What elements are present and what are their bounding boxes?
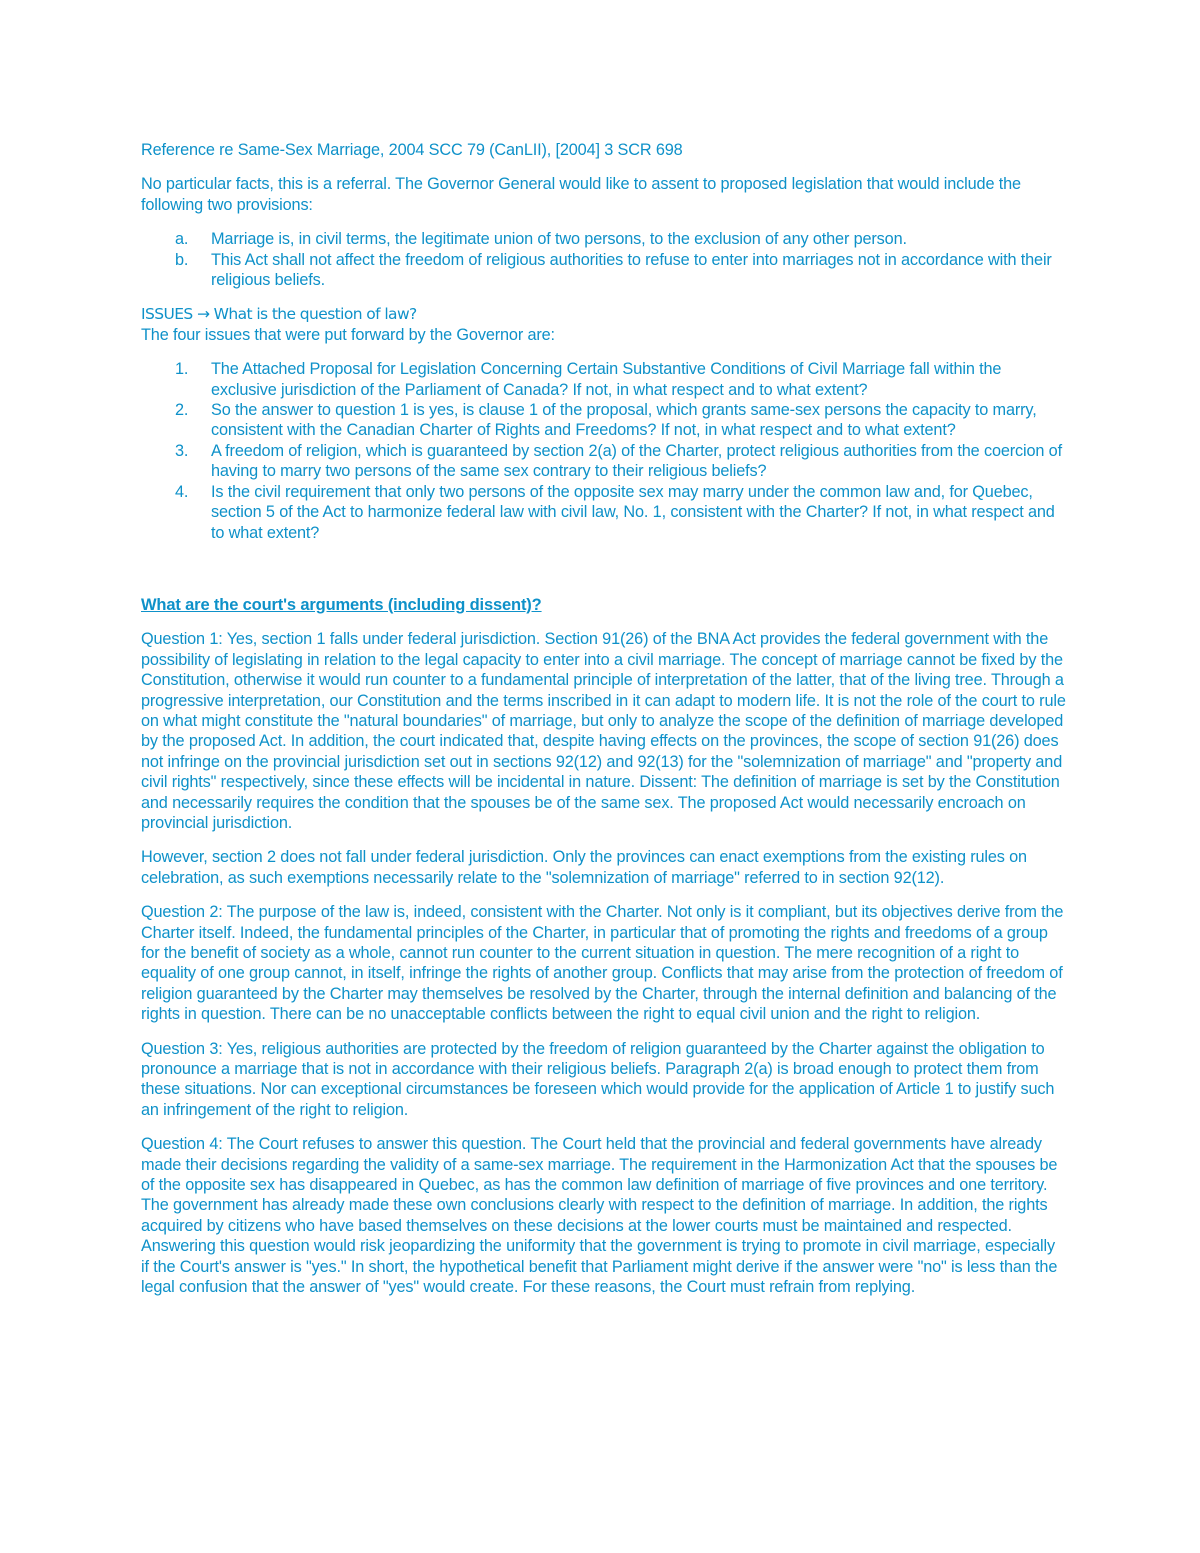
question-3-paragraph: Question 3: Yes, religious authorities are protected by the freedom of religion guaranteed by the Charter against the obligation to pronounce a marriage that is not in accordance with their religious beliefs. Paragraph 2(a) is broad enough to protect them from these situations. Nor can exceptional circumstances be foreseen which would provide for the application of Article 1 to justify such an infringement of the right to religion. xyxy=(141,1039,1055,1119)
intro-paragraph: No particular facts, this is a referral. The Governor General would like to assent to proposed legislation that would include the following two provisions: xyxy=(141,175,1021,214)
list-item-text: A freedom of religion, which is guaranteed by section 2(a) of the Charter, protect religious authorities from the coercion of having to marry two persons of the same sex contrary to their religious beliefs? xyxy=(211,441,1062,481)
list-marker: 1. xyxy=(175,360,189,379)
question-4-paragraph: Question 4: The Court refuses to answer this question. The Court held that the provincial and federal governments have already made their decisions regarding the validity of a same-sex marriage. The requirement in the Harmonization Act that the spouses be of the opposite sex has disappeared in Quebec, as has the common law definition of marriage of five provinces and one territory. The government has already made these own conclusions clearly with respect to the definition of marriage. In addition, the rights acquired by citizens who have based themselves on these decisions at the lower courts must be maintained and respected. Answering this question would risk jeopardizing the uniformity that the government is trying to promote in civil marriage, especially if the Court's answer is "yes." In short, the hypothetical benefit that Parliament might derive if the answer were "no" is less than the legal confusion that the answer of "yes" would create. For these reasons, the Court must refrain from replying. xyxy=(141,1135,1058,1297)
list-item-text: So the answer to question 1 is yes, is clause 1 of the proposal, which grants same-sex persons the capacity to marry, consistent with the Canadian Charter of Rights and Freedoms? If not, in what respect and to what extent? xyxy=(211,401,1037,440)
list-item xyxy=(141,482,1066,543)
list-item-text: Is the civil requirement that only two persons of the opposite sex may marry under the common law and, for Quebec, section 5 of the Act to harmonize federal law with civil law, No. 1, consistent with the Charter? If not, in what respect and to what extent? xyxy=(211,482,1055,542)
issues-heading: ISSUES → What is the question of law? xyxy=(141,305,417,324)
case-citation-title: Reference re Same-Sex Marriage, 2004 SCC 79 (CanLII), [2004] 3 SCR 698 xyxy=(141,141,683,159)
list-item xyxy=(141,250,1066,291)
issues-list xyxy=(141,359,1066,543)
list-item-text: Marriage is, in civil terms, the legitimate union of two persons, to the exclusion of any other person. xyxy=(211,230,907,249)
list-marker: 2. xyxy=(175,401,189,420)
list-marker: b. xyxy=(175,250,189,269)
question-2-paragraph: Question 2: The purpose of the law is, indeed, consistent with the Charter. Not only is it compliant, but its objectives derive from the Charter itself. Indeed, the fundamental principles of the Charter, in particular that of promoting the rights and freedoms of a group for the benefit of society as a whole, cannot run counter to the current situation in question. The mere recognition of a right to equality of one group cannot, in itself, infringe the rights of another group. Conflicts that may arise from the protection of freedom of religion guaranteed by the Charter may themselves be resolved by the Charter, through the internal definition and balancing of the rights in question. There can be no unacceptable conflicts between the right to equal civil union and the right to religion. xyxy=(141,903,1064,1024)
question-1-paragraph: Question 1: Yes, section 1 falls under federal jurisdiction. Section 91(26) of the BNA Act provides the federal government with the possibility of legislating in relation to the legal capacity to enter into a civil marriage. The concept of marriage cannot be fixed by the Constitution, otherwise it would run counter to a fundamental principle of interpretation of the latter, that of the living tree. Through a progressive interpretation, our Constitution and the terms inscribed in it can adapt to modern life. It is not the role of the court to rule on what might constitute the "natural boundaries" of marriage, but only to analyze the scope of the definition of marriage developed by the proposed Act. In addition, the court indicated that, despite having effects on the provinces, the scope of section 91(26) does not infringe on the provincial jurisdiction set out in sections 92(12) and 92(13) for the "solemnization of marriage" and "property and civil rights" respectively, since these effects will be incidental in nature. Dissent: The definition of marriage is set by the Constitution and necessarily requires the condition that the spouses be of the same sex. The proposed Act would necessarily encroach on provincial jurisdiction. xyxy=(141,630,1066,832)
section-2-paragraph: However, section 2 does not fall under federal jurisdiction. Only the provinces can enact exemptions from the existing rules on celebration, as such exemptions necessarily relate to the "solemnization of marriage" referred to in section 92(12). xyxy=(141,848,1027,887)
list-marker: a. xyxy=(175,230,189,249)
list-marker: 3. xyxy=(175,441,189,460)
list-item xyxy=(141,441,1066,482)
list-item xyxy=(141,229,1066,249)
list-marker: 4. xyxy=(175,482,189,501)
arguments-heading: What are the court's arguments (including dissent)? xyxy=(141,595,542,614)
document-page xyxy=(141,140,1066,1312)
list-item xyxy=(141,400,1066,441)
list-item xyxy=(141,359,1066,400)
list-item-text: This Act shall not affect the freedom of religious authorities to refuse to enter into marriages not in accordance with their religious beliefs. xyxy=(211,250,1052,290)
provisions-list xyxy=(141,229,1066,290)
issues-intro: The four issues that were put forward by the Governor are: xyxy=(141,325,555,344)
list-item-text: The Attached Proposal for Legislation Concerning Certain Substantive Conditions of Civil Marriage fall within the exclusive jurisdiction of the Parliament of Canada? If not, in what respect and to what extent? xyxy=(211,360,1002,399)
